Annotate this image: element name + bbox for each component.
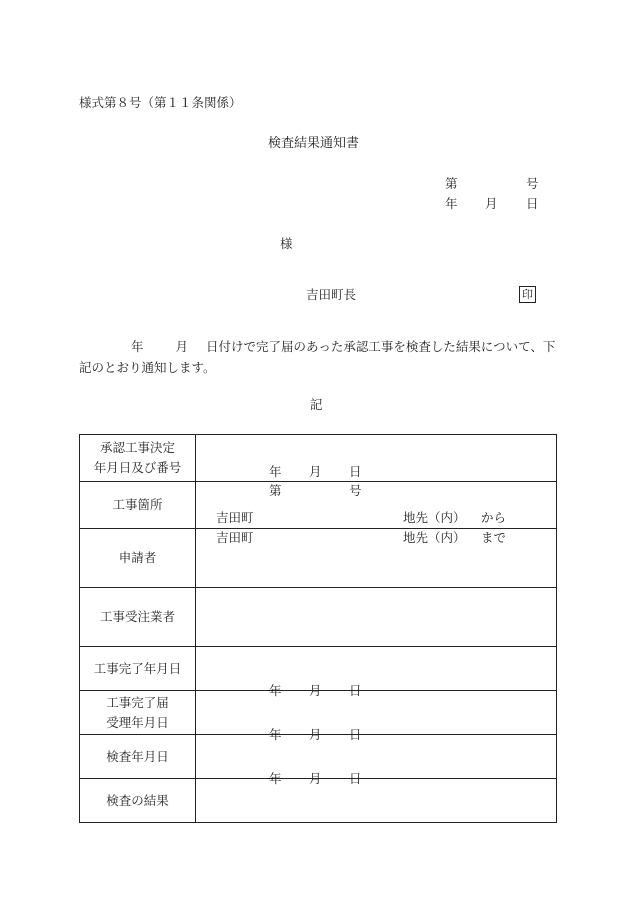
table-row — [80, 647, 557, 691]
value-construction-site — [196, 482, 557, 545]
value-decision-date — [196, 435, 557, 498]
receipt-year: 年 — [269, 726, 282, 742]
value-inspection-result — [196, 779, 557, 823]
inspection-day: 日 — [349, 770, 362, 786]
value-completion-date — [196, 647, 557, 698]
doc-number-go: 号 — [526, 176, 539, 191]
receipt-day: 日 — [349, 726, 362, 742]
completion-day: 日 — [349, 682, 362, 698]
site-to: まで — [481, 530, 507, 545]
site-from: から — [481, 510, 507, 525]
ki-heading: 記 — [310, 397, 323, 412]
site-town-2: 吉田町 — [216, 530, 254, 545]
value-inspection-date — [196, 735, 557, 786]
label-construction-site: 工事箇所 — [80, 482, 196, 529]
label-applicant: 申請者 — [80, 529, 196, 588]
addressee-sama: 様 — [280, 236, 293, 251]
label-contractor: 工事受注業者 — [80, 588, 196, 647]
completion-month: 月 — [309, 682, 322, 698]
label-inspection-date: 検査年月日 — [80, 735, 196, 779]
site-place-2: 地先（内） — [403, 530, 466, 545]
completion-year: 年 — [269, 682, 282, 698]
label-inspection-result: 検査の結果 — [80, 779, 196, 823]
seal-icon: 印 — [519, 286, 536, 303]
body-text: 日付けで完了届のあった承認工事を検査した結果について、下記のとおり通知します。 — [79, 339, 556, 375]
body-year: 年 — [131, 339, 144, 354]
sender-name: 吉田町長 — [306, 287, 357, 302]
doc-date-day: 日 — [526, 196, 539, 211]
site-town-1: 吉田町 — [216, 510, 254, 525]
doc-date-month: 月 — [485, 196, 498, 211]
notice-body — [79, 336, 557, 378]
label-completion-date: 工事完了年月日 — [80, 647, 196, 691]
receipt-month: 月 — [309, 726, 322, 742]
site-place-1: 地先（内） — [403, 510, 466, 525]
decision-month: 月 — [309, 464, 322, 479]
table-row — [80, 435, 557, 482]
decision-day: 日 — [349, 464, 362, 479]
inspection-month: 月 — [309, 770, 322, 786]
form-table — [79, 434, 557, 823]
value-receipt-date — [196, 691, 557, 742]
doc-date-year: 年 — [445, 196, 458, 211]
decision-year: 年 — [269, 464, 282, 479]
doc-number-dai: 第 — [445, 176, 458, 191]
table-row — [80, 482, 557, 529]
decision-dai: 第 — [269, 483, 282, 498]
label-decision-date: 承認工事決定 年月日及び番号 — [80, 435, 196, 482]
form-number: 様式第８号（第１１条関係） — [79, 95, 242, 110]
table-row — [80, 588, 557, 647]
value-contractor — [196, 588, 557, 647]
body-month: 月 — [175, 339, 189, 354]
inspection-year: 年 — [269, 770, 282, 786]
decision-go: 号 — [349, 483, 362, 498]
label-receipt-date: 工事完了届 受理年月日 — [80, 691, 196, 735]
document-title: 検査結果通知書 — [268, 136, 360, 151]
